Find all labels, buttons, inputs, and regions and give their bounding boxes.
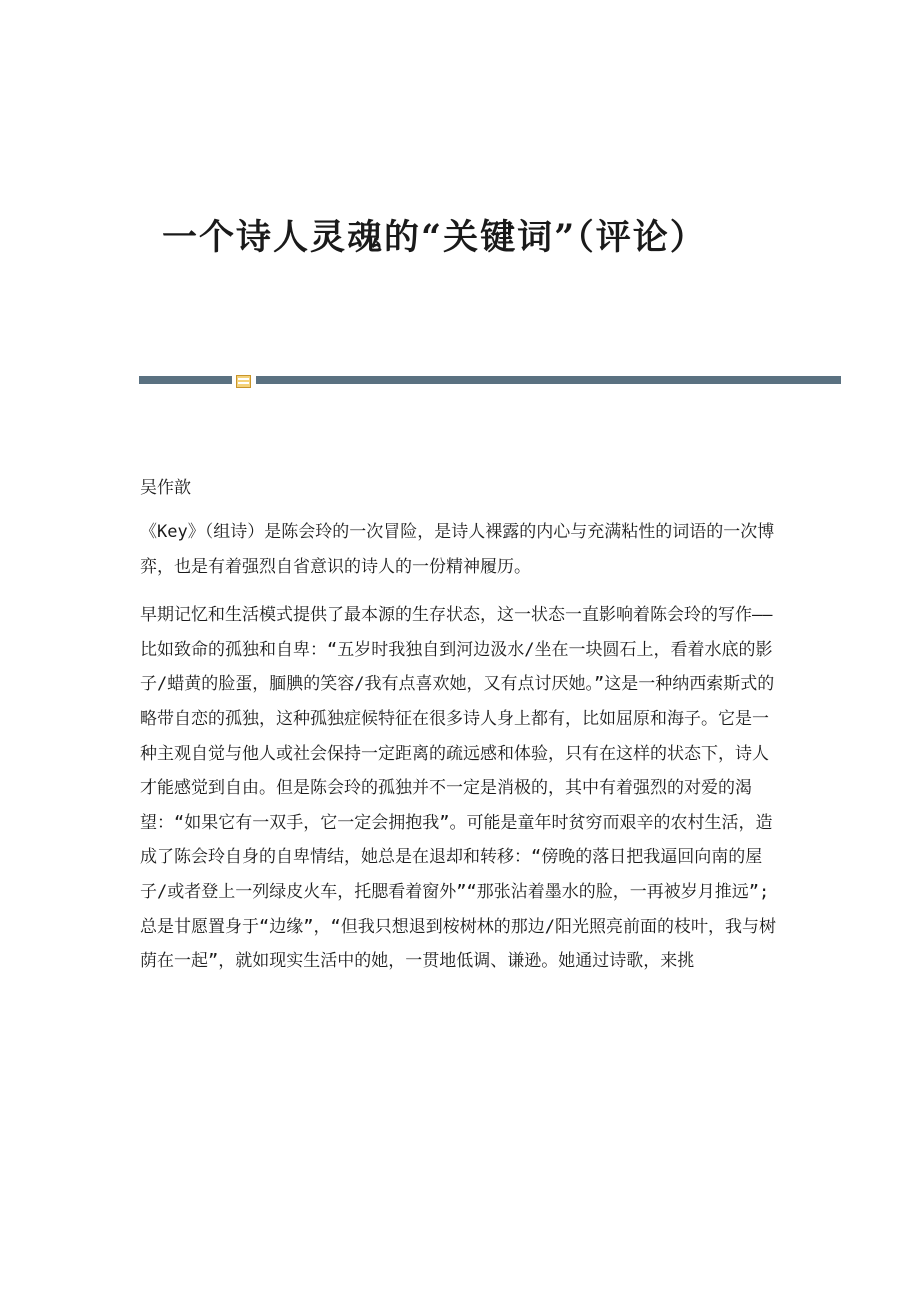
- document-badge-icon: [236, 373, 251, 386]
- paragraph: 《Key》（组诗）是陈会玲的一次冒险，是诗人裸露的内心与充满粘性的词语的一次博弈，也是有着强烈自省意识的诗人的一份精神履历。: [140, 522, 775, 577]
- paragraph: 早期记忆和生活模式提供了最本源的生存状态，这一状态一直影响着陈会玲的写作——比如致命的孤独和自卑：“五岁时我独自到河边汲水/坐在一块圆石上，看着水底的影子/蜡黄的脸蛋，腼腆的笑容/我有点喜欢她，又有点讨厌她。”这是一种纳西索斯式的略带自恋的孤独，这种孤独症候特征在很多诗人身上都有，比如屈原和海子。它是一种主观自觉与他人或社会保持一定距离的疏远感和体验，只有在这样的状态下，诗人才能感觉到自由。但是陈会玲的孤独并不一定是消极的，其中有着强烈的对爱的渴望：“如果它有一双手，它一定会拥抱我”。可能是童年时贫穷而艰辛的农村生活，造成了陈会玲自身的自卑情结，她总是在退却和转移：“傍晚的落日把我逼回向南的屋子/或者登上一列绿皮火车，托腮看着窗外”“那张沾着墨水的脸，一再被岁月推远”;总是甘愿置身于“边缘”，“但我只想退到桉树林的那边/阳光照亮前面的枝叶，我与树荫在一起”，就如现实生活中的她，一贯地低调、谦逊。她通过诗歌，来挑: [140, 605, 776, 972]
- author-name: 吴作歆: [140, 478, 191, 498]
- title-divider: [139, 373, 841, 387]
- divider-bar-left: [139, 376, 232, 384]
- page-title: 一个诗人灵魂的“关键词”（评论）: [162, 217, 707, 258]
- article-body: [140, 515, 780, 993]
- divider-bar-right: [256, 376, 841, 384]
